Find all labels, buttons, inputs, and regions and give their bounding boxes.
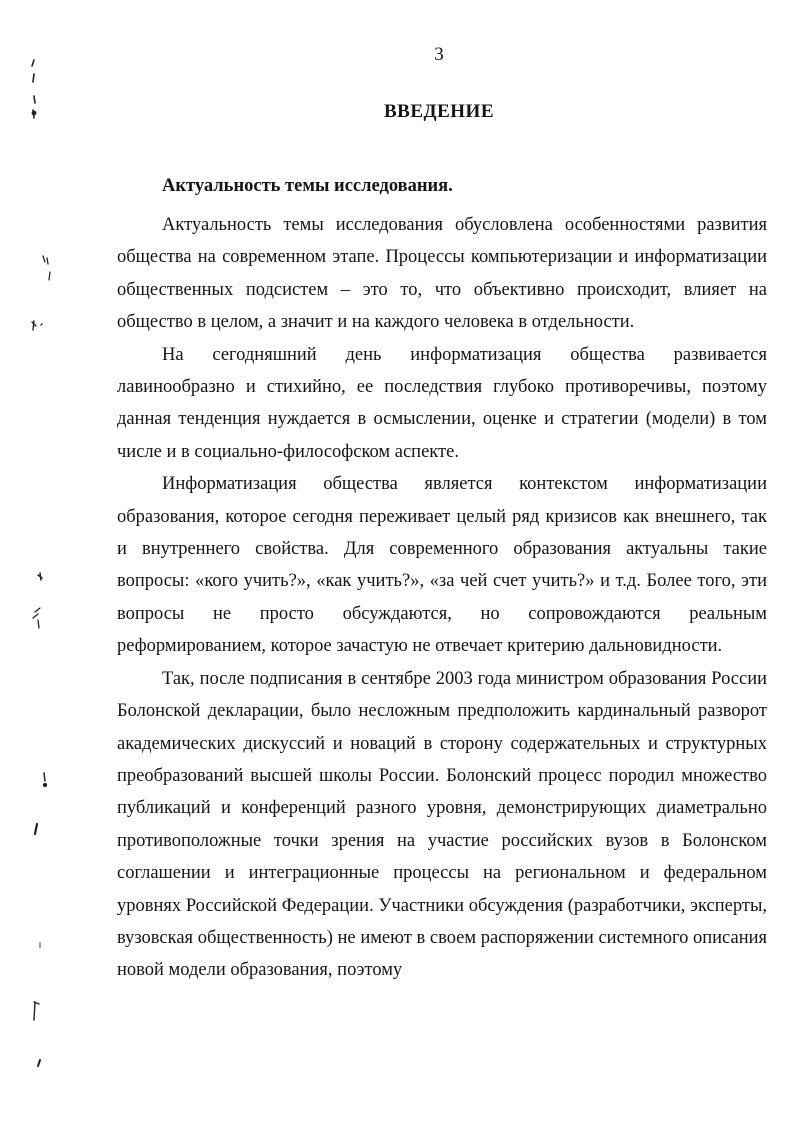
body-text (117, 209, 767, 987)
paragraph: Информатизация общества является контекстом информатизации образования, которое сегодня переживает целый ряд кризисов как внешнего, так и внутреннего свойства. Для современного образования актуальны такие вопросы: «кого учить?», «как учить?», «за чей счет учить?» и т.д. Более того, эти вопросы не просто обсуждаются, но сопровождаются реальным реформированием, которое зачастую не отвечает критерию дальновидности. (117, 474, 767, 657)
section-heading: Актуальность темы исследования. (162, 176, 453, 196)
paragraph: На сегодняшний день информатизация общества развивается лавинообразно и стихийно, ее последствия глубоко противоречивы, поэтому данная тенденция нуждается в осмыслении, оценке и стратегии (модели) в том числе и в социально-философском аспекте. (117, 344, 767, 462)
scan-margin-marks (0, 0, 60, 1124)
paragraph: Так, после подписания в сентябре 2003 года министром образования России Болонской декларации, было несложным предположить кардинальный разворот академических дискуссий и новаций в сторону содержательных и структурных преобразований высшей школы России. Болонский процесс породил множество публикаций и конференций разного уровня, демонстрирующих диаметрально противоположные точки зрения на участие российских вузов в Болонском соглашении и интеграционные процессы на региональном и федеральном уровнях Российской Федерации. Участники обсуждения (разработчики, эксперты, вузовская общественность) не имеют в своем распоряжении системного описания новой модели образования, поэтому (117, 668, 767, 981)
paragraph: Актуальность темы исследования обусловлена особенностями развития общества на современном этапе. Процессы компьютеризации и информатизации общественных подсистем – это то, что объективно происходит, влияет на общество в целом, а значит и на каждого человека в отдельности. (117, 215, 767, 333)
scan-artifacts (0, 0, 60, 1124)
page-number: 3 (434, 44, 444, 65)
page-title: ВВЕДЕНИЕ (384, 101, 494, 122)
